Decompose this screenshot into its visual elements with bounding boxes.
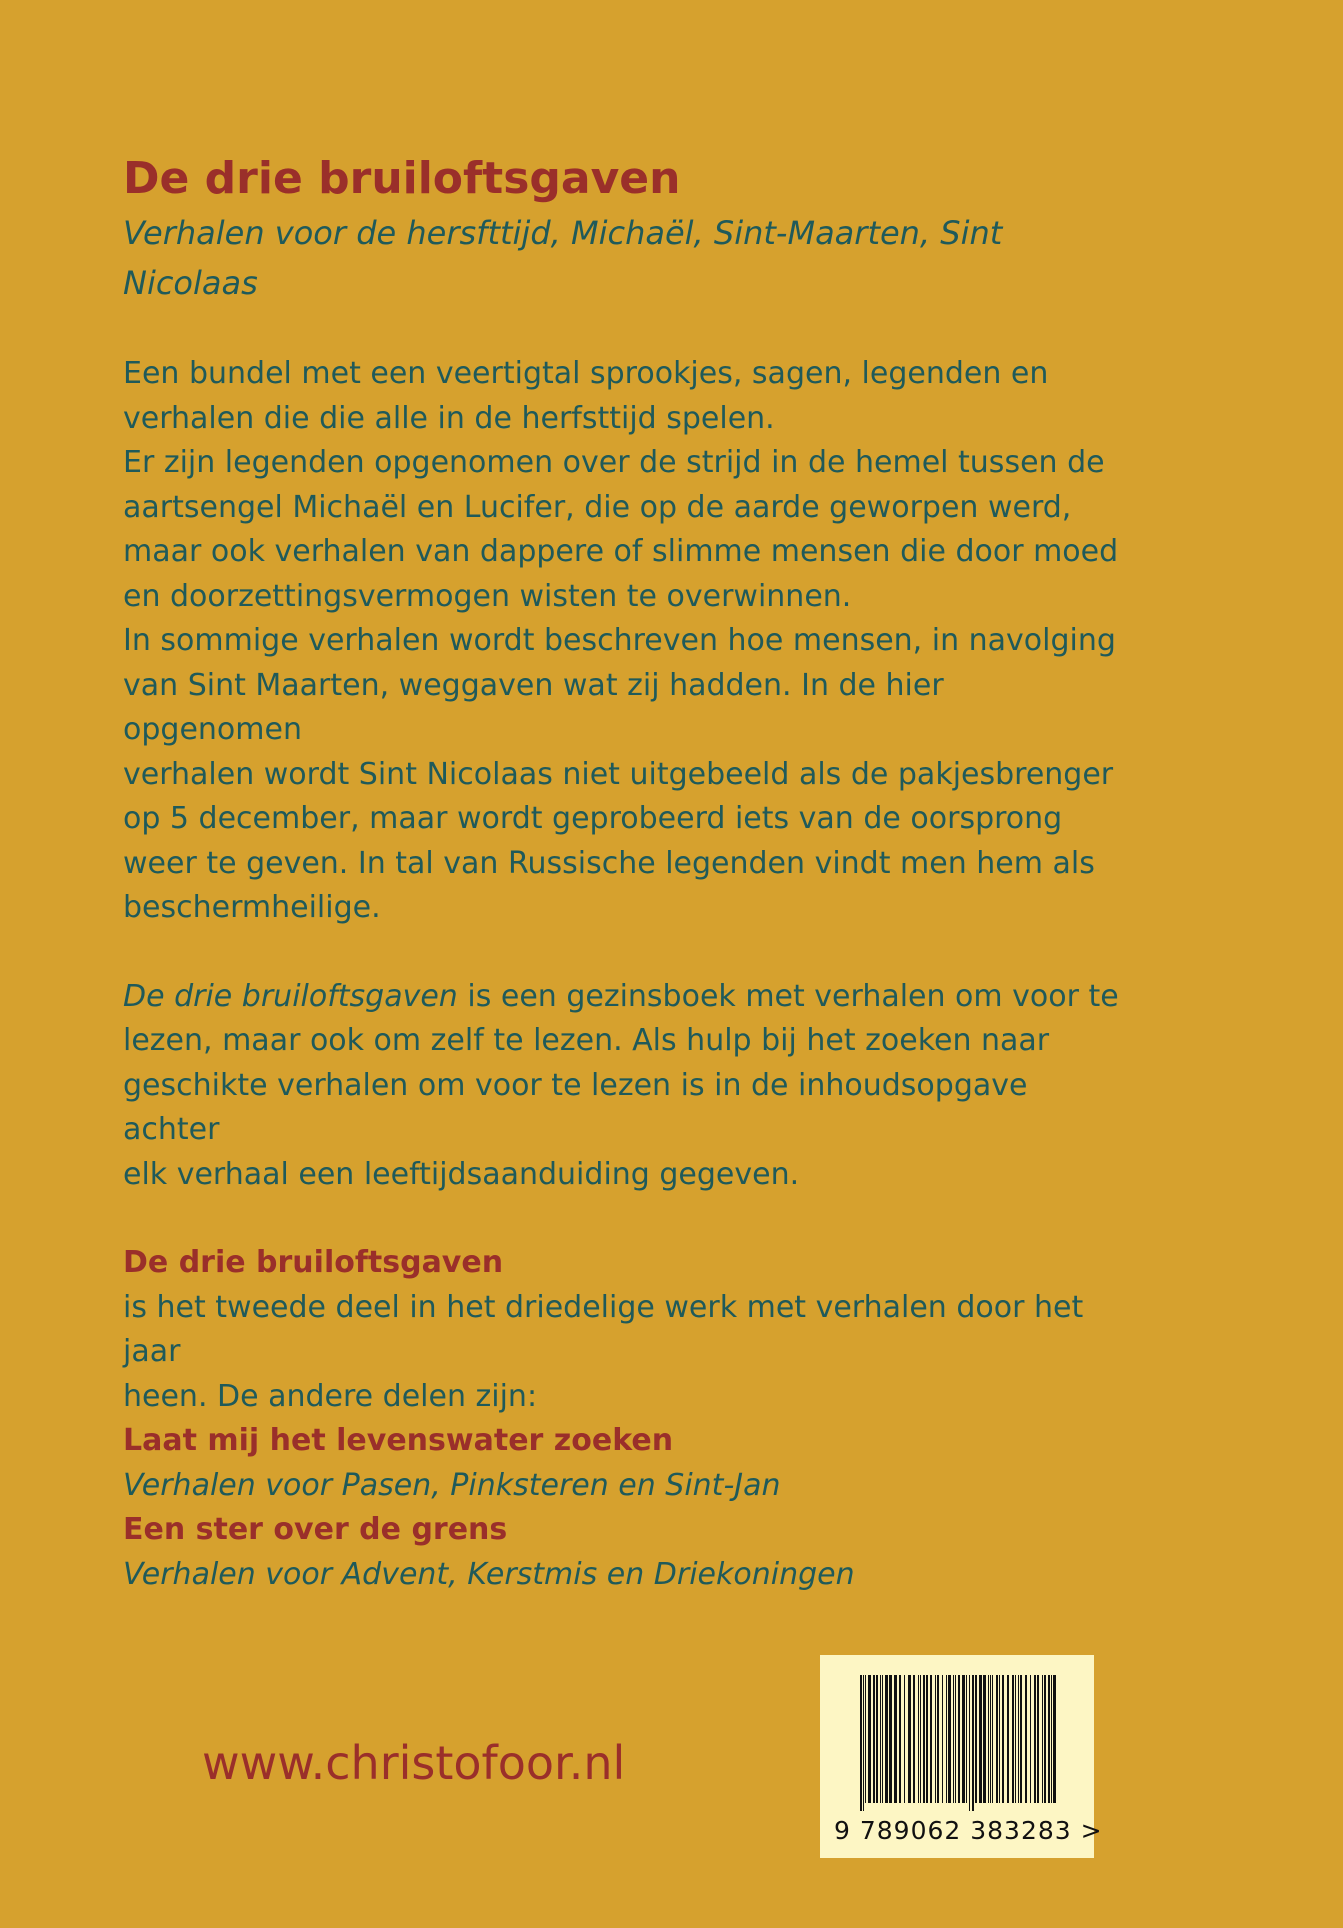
series-book-subtitle: Verhalen voor Pasen, Pinksteren en Sint-Jan: [123, 1467, 781, 1503]
barcode-bar: [937, 1675, 939, 1803]
intro-line: Er zijn legenden opgenomen over de strijd in de hemel tussen de: [123, 445, 1105, 480]
barcode-bar: [908, 1675, 911, 1803]
barcode-bar: [996, 1675, 998, 1803]
barcode-bar: [1025, 1675, 1027, 1803]
family-paragraph: [123, 975, 1123, 1198]
intro-line: van Sint Maarten, weggaven wat zij hadden. In de hier opgenomen: [123, 667, 944, 747]
website-url: www.christofoor.nl: [202, 1736, 626, 1790]
series-book-subtitle: Verhalen voor Advent, Kerstmis en Driekoningen: [123, 1556, 855, 1592]
series-book-title: Laat mij het levenswater zoeken: [123, 1423, 674, 1458]
barcode-bar: [860, 1675, 862, 1811]
barcode-bar: [1048, 1675, 1050, 1803]
book-title: De drie bruiloftsgaven: [123, 153, 681, 204]
barcode-bar: [880, 1675, 881, 1803]
barcode-bar: [899, 1675, 901, 1803]
back-cover-content: [123, 150, 1123, 1597]
barcode-bar: [920, 1675, 921, 1803]
barcode-bar: [953, 1675, 954, 1803]
barcode-bar: [913, 1675, 915, 1803]
barcode-bar: [918, 1675, 919, 1803]
intro-line: beschermheilige.: [123, 890, 381, 925]
barcode-bar: [1042, 1675, 1043, 1803]
barcode-digits: 9 789062 383283 >: [834, 1816, 1103, 1845]
intro-line: In sommige verhalen wordt beschreven hoe mensen, in navolging: [123, 623, 1116, 658]
barcode-bar: [885, 1675, 888, 1803]
barcode-bar: [1018, 1675, 1019, 1803]
barcode-bar: [955, 1675, 956, 1803]
series-line: heen. De andere delen zijn:: [123, 1378, 538, 1414]
barcode-bar: [930, 1675, 932, 1803]
series-book-title: Een ster over de grens: [123, 1512, 508, 1547]
intro-line: verhalen wordt Sint Nicolaas niet uitgebeeld als de pakjesbrenger: [123, 756, 1114, 792]
barcode-bar: [863, 1675, 864, 1811]
barcode-bar: [935, 1675, 936, 1803]
barcode-bar: [876, 1675, 878, 1803]
barcode-bar: [992, 1675, 993, 1803]
barcode-bar: [942, 1675, 943, 1803]
barcode-bar: [1044, 1675, 1046, 1803]
barcode-bar: [926, 1675, 928, 1803]
series-line: is het tweede deel in het driedelige werk met verhalen door het jaar: [123, 1289, 1084, 1369]
family-line-rest: is een gezinsboek met verhalen om voor te: [457, 978, 1119, 1014]
barcode-bars-icon: [858, 1675, 1058, 1815]
barcode-bar: [988, 1675, 989, 1803]
barcode-bar: [1020, 1675, 1022, 1803]
family-book-title: De drie bruiloftsgaven: [123, 978, 458, 1014]
intro-paragraph: [123, 352, 1123, 931]
barcode-bar: [948, 1675, 951, 1803]
barcode-bar: [1007, 1675, 1009, 1803]
intro-line: op 5 december, maar wordt geprobeerd iets van de oorsprong: [123, 801, 1063, 836]
intro-line: aartsengel Michaël en Lucifer, die op de aarde geworpen werd,: [123, 489, 1072, 525]
book-subtitle: Verhalen voor de hersfttijd, Michaël, Sint-Maarten, Sint Nicolaas: [123, 214, 1003, 302]
family-line: [123, 975, 1123, 1020]
barcode-bar: [1002, 1675, 1004, 1803]
family-line: geschikte verhalen om voor te lezen is in de inhoudsopgave achter: [123, 1067, 1028, 1147]
barcode-bar: [983, 1675, 986, 1803]
barcode-bar: [1030, 1675, 1031, 1803]
barcode-bar: [962, 1675, 965, 1803]
barcode-bar: [1051, 1675, 1052, 1803]
barcode-bar: [868, 1675, 871, 1803]
barcode-bar: [894, 1675, 897, 1803]
barcode-bar: [1012, 1675, 1014, 1803]
barcode-bar: [865, 1675, 866, 1803]
barcode-bar: [882, 1675, 883, 1803]
series-title: De drie bruiloftsgaven: [123, 1245, 504, 1280]
intro-line: en doorzettingsvermogen wisten te overwinnen.: [123, 578, 852, 614]
barcode-bar: [1015, 1675, 1016, 1803]
family-line: lezen, maar ook om zelf te lezen. Als hulp bij het zoeken naar: [123, 1023, 1050, 1058]
isbn-barcode: [820, 1655, 1103, 1858]
barcode-bar: [889, 1675, 892, 1803]
family-line: elk verhaal een leeftijdsaanduiding gegeven.: [123, 1156, 800, 1192]
barcode-bar: [946, 1675, 947, 1803]
barcode-bar: [972, 1675, 974, 1811]
barcode-bar: [979, 1675, 982, 1803]
barcode-bar: [1037, 1675, 1039, 1803]
barcode-bar: [923, 1675, 925, 1803]
barcode-bar: [969, 1675, 970, 1811]
barcode-bar: [990, 1675, 991, 1803]
barcode-bar: [873, 1675, 875, 1803]
barcode-bar: [966, 1675, 967, 1803]
intro-line: Een bundel met een veertigtal sprookjes, sagen, legenden en: [123, 356, 1049, 391]
barcode-bar: [1053, 1675, 1056, 1803]
intro-line: verhalen die die alle in de herfsttijd spelen.: [123, 400, 775, 436]
intro-line: weer te geven. In tal van Russische legenden vindt men hem als: [123, 845, 1095, 881]
barcode-bar: [999, 1675, 1000, 1803]
barcode-bar: [975, 1675, 977, 1803]
barcode-bar: [904, 1675, 905, 1803]
barcode-bar: [958, 1675, 960, 1803]
intro-line: maar ook verhalen van dappere of slimme mensen die door moed: [123, 534, 1119, 569]
barcode-bar: [1034, 1675, 1036, 1803]
series-section: [123, 1241, 1123, 1597]
